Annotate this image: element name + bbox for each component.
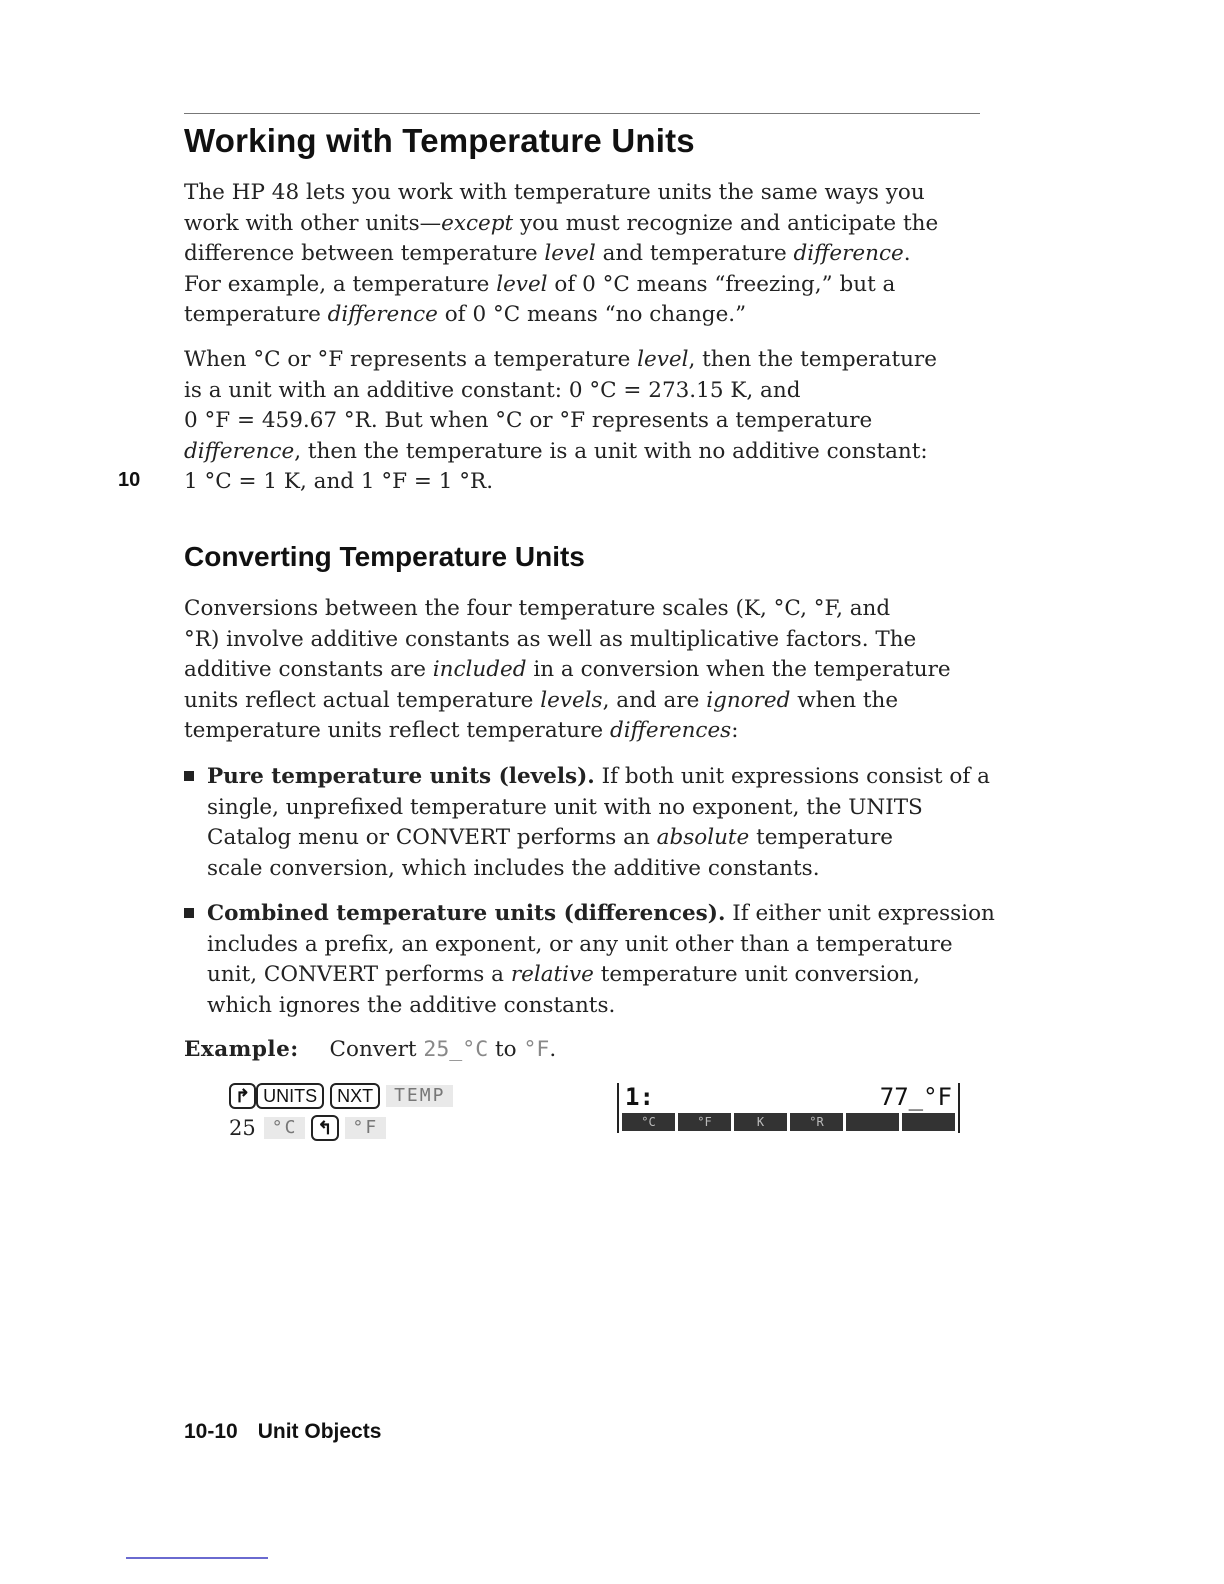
- menu-key-kelvin: K: [734, 1113, 787, 1131]
- italic-run: levels: [540, 687, 603, 713]
- text-run: temperature units reflect temperature: [184, 718, 610, 743]
- text-run: units reflect actual temperature: [184, 687, 541, 713]
- text-run: unit, CONVERT performs a: [207, 962, 511, 987]
- text-run: :: [731, 718, 739, 743]
- italic-run: included: [432, 657, 527, 682]
- text-run: , then the temperature is a unit with no additive constant:: [294, 438, 928, 464]
- top-rule: [184, 113, 980, 114]
- fahrenheit-softkey: °F: [345, 1117, 387, 1139]
- text-run: and temperature: [595, 241, 794, 266]
- text-run: you must recognize and anticipate the: [513, 210, 939, 236]
- text-line: [184, 376, 984, 407]
- footer-section-title: Unit Objects: [257, 1420, 382, 1443]
- stack-result-value: 77_°F: [879, 1083, 952, 1111]
- text-run: in a conversion when the temperature: [526, 657, 951, 682]
- text-run: single, unprefixed temperature unit with no exponent, the UNITS: [207, 794, 923, 820]
- example-target-unit: °F: [523, 1037, 550, 1062]
- page-heading: Working with Temperature Units: [184, 122, 695, 159]
- text-line: [207, 991, 997, 1022]
- text-line: [207, 854, 997, 885]
- menu-key-blank: [902, 1113, 955, 1131]
- bullet-square-icon: [184, 771, 194, 781]
- example-input-value: 25_°C: [423, 1037, 489, 1062]
- text-run: The HP 48 lets you work with temperature units the same ways you: [184, 180, 925, 205]
- text-run: work with other units—: [184, 210, 442, 236]
- text-line: [184, 716, 984, 747]
- celsius-softkey: °C: [264, 1117, 306, 1139]
- left-shift-key-icon: ↰: [311, 1115, 338, 1141]
- page-footer: [184, 1420, 381, 1444]
- text-run: If either unit expression: [725, 901, 995, 926]
- bullet-text: [207, 899, 997, 1021]
- text-run: of 0 °C means “no change.”: [437, 302, 747, 327]
- text-run: of 0 °C means “freezing,” but a: [547, 271, 896, 297]
- menu-key-fahrenheit: °F: [678, 1113, 731, 1131]
- text-line: [184, 655, 984, 686]
- italic-run: except: [441, 210, 514, 236]
- text-line: [184, 178, 984, 209]
- text-run: scale conversion, which includes the additive constants.: [207, 855, 820, 881]
- bottom-rule: [126, 1557, 268, 1559]
- chapter-tab-number: 10: [118, 469, 141, 491]
- text-run: 0 °F = 459.67 °R. But when °C or °F represents a temperature: [184, 408, 873, 433]
- units-key: UNITS: [256, 1083, 324, 1109]
- italic-run: difference: [327, 302, 438, 327]
- text-line: [184, 437, 984, 468]
- text-line: [184, 686, 984, 717]
- italic-run: relative: [510, 962, 594, 987]
- italic-run: level: [544, 241, 596, 266]
- number-entry: 25: [229, 1116, 256, 1140]
- text-run: °R) involve additive constants as well as multiplicative factors. The: [184, 626, 917, 652]
- menu-key-blank: [846, 1113, 899, 1131]
- text-run: temperature unit conversion,: [593, 962, 920, 987]
- text-run: is a unit with an additive constant: 0 °C = 273.15 K, and: [184, 377, 801, 403]
- text-run: additive constants are: [184, 657, 433, 682]
- bold-run: Pure temperature units (levels).: [207, 764, 595, 789]
- text-run: temperature: [184, 302, 328, 327]
- example-label: Example:: [184, 1037, 299, 1062]
- menu-key-celsius: °C: [622, 1113, 675, 1131]
- example-to-text: to: [495, 1037, 517, 1062]
- menu-key-rankine: °R: [790, 1113, 843, 1131]
- right-shift-key-icon: ↱: [229, 1083, 256, 1109]
- text-run: temperature: [749, 825, 893, 850]
- bullet-square-icon: [184, 908, 194, 918]
- text-run: difference between temperature: [184, 241, 545, 266]
- keystroke-row-2: [229, 1115, 392, 1145]
- text-line: [184, 625, 984, 656]
- conversion-paragraph: [184, 594, 984, 747]
- text-line: [207, 762, 997, 793]
- text-run: when the: [790, 687, 899, 713]
- page-number: 10-10: [184, 1420, 238, 1443]
- keystroke-row-1: [229, 1083, 459, 1113]
- text-run: 1 °C = 1 K, and 1 °F = 1 °R.: [184, 469, 494, 494]
- text-line: [207, 793, 997, 824]
- text-line: [207, 823, 997, 854]
- nxt-key: NXT: [330, 1083, 380, 1109]
- example-period: .: [549, 1037, 557, 1062]
- calculator-display: [617, 1083, 960, 1133]
- text-line: [184, 467, 984, 498]
- text-line: [184, 300, 984, 331]
- text-line: [184, 239, 984, 270]
- text-line: [184, 594, 984, 625]
- intro-paragraph: [184, 178, 984, 331]
- text-line: [207, 899, 997, 930]
- italic-run: difference: [793, 241, 904, 266]
- text-run: Conversions between the four temperature scales (K, °C, °F, and: [184, 596, 891, 621]
- temp-softkey: TEMP: [386, 1085, 453, 1107]
- text-line: [207, 960, 997, 991]
- example-convert-text: Convert: [329, 1037, 417, 1062]
- section-subheading: Converting Temperature Units: [184, 541, 585, 572]
- bold-run: Combined temperature units (differences).: [207, 901, 726, 926]
- text-run: For example, a temperature: [184, 271, 497, 297]
- text-run: .: [903, 241, 911, 266]
- bullet-text: [207, 762, 997, 884]
- text-line: [184, 270, 984, 301]
- text-run: When °C or °F represents a temperature: [184, 347, 638, 372]
- example-line: [184, 1037, 556, 1062]
- text-line: [184, 406, 984, 437]
- text-line: [184, 345, 984, 376]
- text-line: [207, 930, 997, 961]
- italic-run: level: [496, 271, 548, 297]
- italic-run: ignored: [706, 687, 791, 713]
- text-run: , then the temperature: [688, 347, 937, 372]
- level-difference-paragraph: [184, 345, 984, 498]
- italic-run: difference: [184, 438, 295, 464]
- text-run: includes a prefix, an exponent, or any unit other than a temperature: [207, 931, 953, 957]
- display-menu-bar: [622, 1113, 955, 1131]
- italic-run: differences: [609, 718, 732, 743]
- text-run: Catalog menu or CONVERT performs an: [207, 825, 657, 850]
- text-run: If both unit expressions consist of a: [594, 764, 990, 789]
- italic-run: absolute: [656, 825, 750, 850]
- text-run: which ignores the additive constants.: [207, 992, 616, 1018]
- text-run: , and are: [602, 687, 707, 713]
- stack-level-label: 1:: [625, 1083, 654, 1111]
- text-line: [184, 209, 984, 240]
- italic-run: level: [637, 347, 689, 372]
